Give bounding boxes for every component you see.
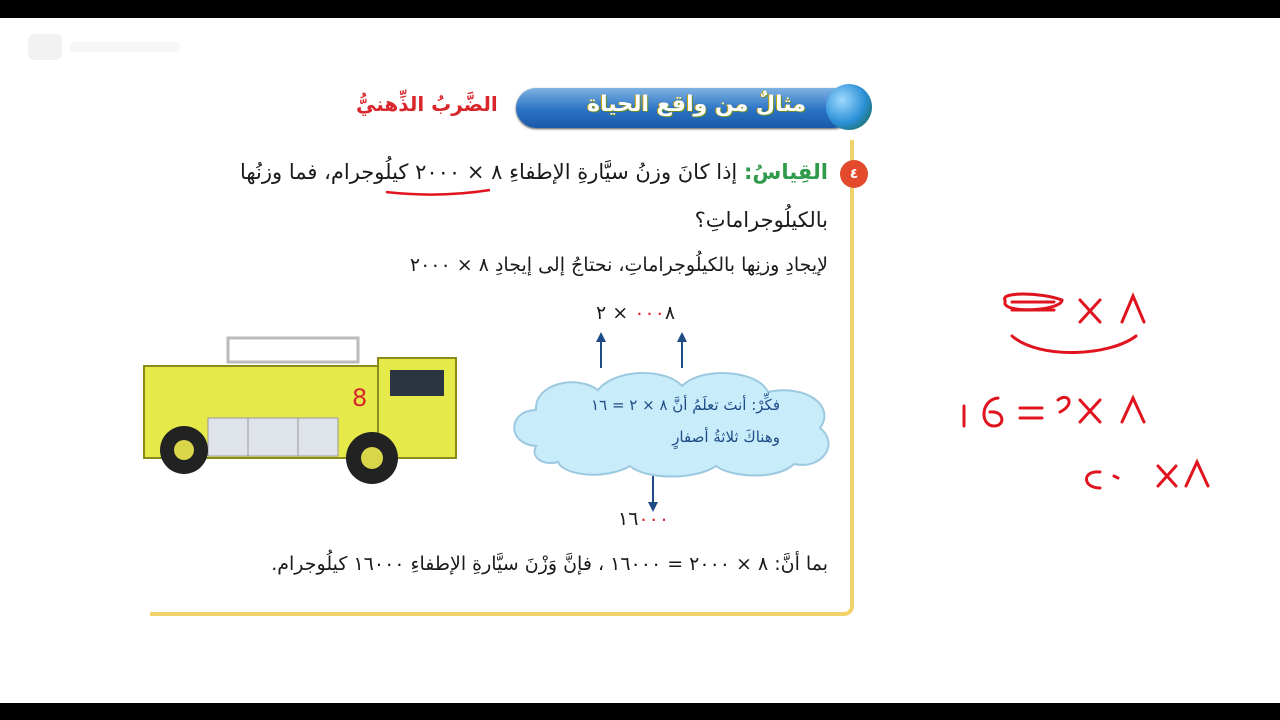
globe-icon bbox=[826, 84, 872, 130]
red-underline-annotation bbox=[384, 186, 494, 200]
cloud-text-line-1: فكِّرْ: أنتَ تعلَمُ أنَّ ٨ × ٢ = ١٦ bbox=[591, 396, 780, 414]
topic-title: الضَّربُ الذِّهنيُّ bbox=[356, 92, 498, 116]
bottom-result-zeros: ٠٠٠ bbox=[638, 508, 670, 530]
problem-number-badge: ٤ bbox=[840, 160, 868, 188]
bottom-black-bar bbox=[0, 703, 1280, 720]
cloud-text-line-2: وهناكَ ثلاثةُ أصفارٍ bbox=[672, 428, 780, 446]
arrow-up-left-head bbox=[596, 332, 606, 342]
top-expression-base: ٨ × ٢ bbox=[596, 302, 676, 324]
section-banner bbox=[516, 88, 854, 128]
top-expression bbox=[596, 302, 675, 324]
top-expression-zeros: ٠٠٠ bbox=[634, 302, 665, 324]
problem-text-1: إذا كانَ وزنُ سيَّارةِ الإطفاءِ ٨ × ٢٠٠٠ كيلُوجرام، فما وزنُها bbox=[239, 160, 738, 184]
banner-title: مثالٌ من واقع الحياة bbox=[587, 92, 806, 117]
think-cloud bbox=[506, 366, 838, 478]
problem-line-2: بالكيلُوجراماتِ؟ bbox=[694, 208, 828, 232]
truck-number: 8 bbox=[352, 384, 368, 412]
conclusion-line: بما أنَّ: ٨ × ٢٠٠٠ = ١٦٠٠٠ ، فإنَّ وَزْنَ سيَّارةِ الإطفاءِ ١٦٠٠٠ كيلُوجرام. bbox=[271, 553, 828, 575]
problem-line-1 bbox=[240, 160, 828, 184]
top-black-bar bbox=[0, 0, 1280, 18]
fire-truck-illustration bbox=[138, 328, 460, 488]
arrow-up-right-head bbox=[677, 332, 687, 342]
hint-line: لإيجادِ وزنِها بالكيلُوجراماتِ، نحتاجُ إلى إيجادِ ٨ × ٢٠٠٠ bbox=[409, 254, 828, 276]
problem-label: القِياسُ: bbox=[743, 160, 828, 184]
bottom-result-base: ١٦ bbox=[618, 508, 639, 530]
bottom-result bbox=[618, 508, 669, 530]
handwritten-notes bbox=[950, 280, 1220, 500]
watermark-logo-icon bbox=[26, 30, 186, 64]
